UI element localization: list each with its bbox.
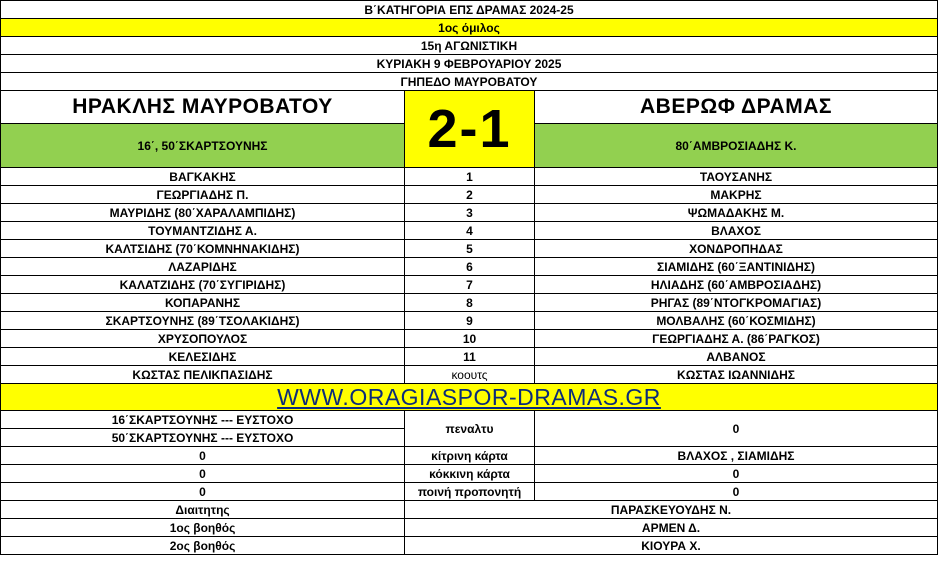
away-coach-penalty: 0	[534, 482, 938, 501]
red-card-label: κόκκινη κάρτα	[404, 464, 535, 483]
home-penalty-line-2: 50΄ΣΚΑΡΤΣΟΥΝΗΣ --- ΕΥΣΤΟΧΟ	[0, 428, 405, 447]
player-number: 1	[404, 167, 535, 186]
away-player: ΜΟΛΒΑΛΗΣ (60΄ΚΟΣΜΙΔΗΣ)	[534, 311, 938, 330]
home-player: ΒΑΓΚΑΚΗΣ	[0, 167, 405, 186]
assistant1-role: 1ος βοηθός	[0, 518, 405, 537]
away-yellow-cards: ΒΛΑΧΟΣ , ΣΙΑΜΙΔΗΣ	[534, 446, 938, 465]
match-date: ΚΥΡΙΑΚΗ 9 ΦΕΒΡΟΥΑΡΙΟΥ 2025	[0, 54, 938, 73]
coach-penalty-label: ποινή προπονητή	[404, 482, 535, 501]
away-player: ΒΛΑΧΟΣ	[534, 221, 938, 240]
assistant2-role: 2ος βοηθός	[0, 536, 405, 555]
away-red-cards: 0	[534, 464, 938, 483]
away-player: ΓΕΩΡΓΙΑΔΗΣ Α. (86΄ΡΑΓΚΟΣ)	[534, 329, 938, 348]
away-player: ΡΗΓΑΣ (89΄ΝΤΟΓΚΡΟΜΑΓΙΑΣ)	[534, 293, 938, 312]
away-scorers: 80΄ΑΜΒΡΟΣΙΑΔΗΣ Κ.	[534, 123, 938, 168]
referee-role: Διαιτητης	[0, 500, 405, 519]
home-player: ΣΚΑΡΤΣΟΥΝΗΣ (89΄ΤΣΟΛΑΚΙΔΗΣ)	[0, 311, 405, 330]
player-number: 8	[404, 293, 535, 312]
player-number: 10	[404, 329, 535, 348]
home-player: ΛΑΖΑΡΙΔΗΣ	[0, 257, 405, 276]
yellow-card-label: κίτρινη κάρτα	[404, 446, 535, 465]
away-player: ΧΟΝΔΡΟΠΗΔΑΣ	[534, 239, 938, 258]
home-player: ΤΟΥΜΑΝΤΖΙΔΗΣ Α.	[0, 221, 405, 240]
home-yellow-cards: 0	[0, 446, 405, 465]
away-player: ΣΙΑΜΙΔΗΣ (60΄ΞΑΝΤΙΝΙΔΗΣ)	[534, 257, 938, 276]
player-number: 2	[404, 185, 535, 204]
player-number: 5	[404, 239, 535, 258]
home-team-name: ΗΡΑΚΛΗΣ ΜΑΥΡΟΒΑΤΟΥ	[0, 90, 405, 124]
player-number: 6	[404, 257, 535, 276]
coach-label: κοουτς	[404, 365, 535, 384]
group-label: 1ος όμιλος	[0, 18, 938, 37]
away-coach: ΚΩΣΤΑΣ ΙΩΑΝΝΙΔΗΣ	[534, 365, 938, 384]
player-number: 4	[404, 221, 535, 240]
player-number: 11	[404, 347, 535, 366]
assistant1-name: ΑΡΜΕΝ Δ.	[404, 518, 938, 537]
away-team-name: ΑΒΕΡΩΦ ΔΡΑΜΑΣ	[534, 90, 938, 124]
player-number: 7	[404, 275, 535, 294]
referee-name: ΠΑΡΑΣΚΕΥΟΥΔΗΣ Ν.	[404, 500, 938, 519]
away-player: ΑΛΒΑΝΟΣ	[534, 347, 938, 366]
final-score: 2-1	[404, 90, 535, 168]
venue-label: ΓΗΠΕΔΟ ΜΑΥΡΟΒΑΤΟΥ	[0, 72, 938, 91]
home-player: ΧΡΥΣΟΠΟΥΛΟΣ	[0, 329, 405, 348]
home-penalty-line-1: 16΄ΣΚΑΡΤΣΟΥΝΗΣ --- ΕΥΣΤΟΧΟ	[0, 410, 405, 429]
player-number: 9	[404, 311, 535, 330]
penalty-label: πεναλτυ	[404, 410, 535, 447]
home-player: ΚΟΠΑΡΑΝΗΣ	[0, 293, 405, 312]
home-coach-penalty: 0	[0, 482, 405, 501]
away-player: ΜΑΚΡΗΣ	[534, 185, 938, 204]
player-number: 3	[404, 203, 535, 222]
away-penalty: 0	[534, 410, 938, 447]
home-player: ΚΑΛΤΣΙΔΗΣ (70΄ΚΟΜΝΗΝΑΚΙΔΗΣ)	[0, 239, 405, 258]
assistant2-name: ΚΙΟΥΡΑ Χ.	[404, 536, 938, 555]
league-title: Β΄ΚΑΤΗΓΟΡΙΑ ΕΠΣ ΔΡΑΜΑΣ 2024-25	[0, 0, 938, 19]
home-player: ΓΕΩΡΓΙΑΔΗΣ Π.	[0, 185, 405, 204]
home-player: ΜΑΥΡΙΔΗΣ (80΄ΧΑΡΑΛΑΜΠΙΔΗΣ)	[0, 203, 405, 222]
matchday-label: 15η ΑΓΩΝΙΣΤΙΚΗ	[0, 36, 938, 55]
away-player: ΨΩΜΑΔΑΚΗΣ Μ.	[534, 203, 938, 222]
home-player: ΚΑΛΑΤΖΙΔΗΣ (70΄ΣΥΓΙΡΙΔΗΣ)	[0, 275, 405, 294]
home-red-cards: 0	[0, 464, 405, 483]
website-link[interactable]: WWW.ORAGIASPOR-DRAMAS.GR	[0, 383, 938, 411]
away-player: ΤΑΟΥΣΑΝΗΣ	[534, 167, 938, 186]
away-player: ΗΛΙΑΔΗΣ (60΄ΑΜΒΡΟΣΙΑΔΗΣ)	[534, 275, 938, 294]
home-coach: ΚΩΣΤΑΣ ΠΕΛΙΚΠΑΣΙΔΗΣ	[0, 365, 405, 384]
home-scorers: 16΄, 50΄ΣΚΑΡΤΣΟΥΝΗΣ	[0, 123, 405, 168]
home-player: ΚΕΛΕΣΙΔΗΣ	[0, 347, 405, 366]
